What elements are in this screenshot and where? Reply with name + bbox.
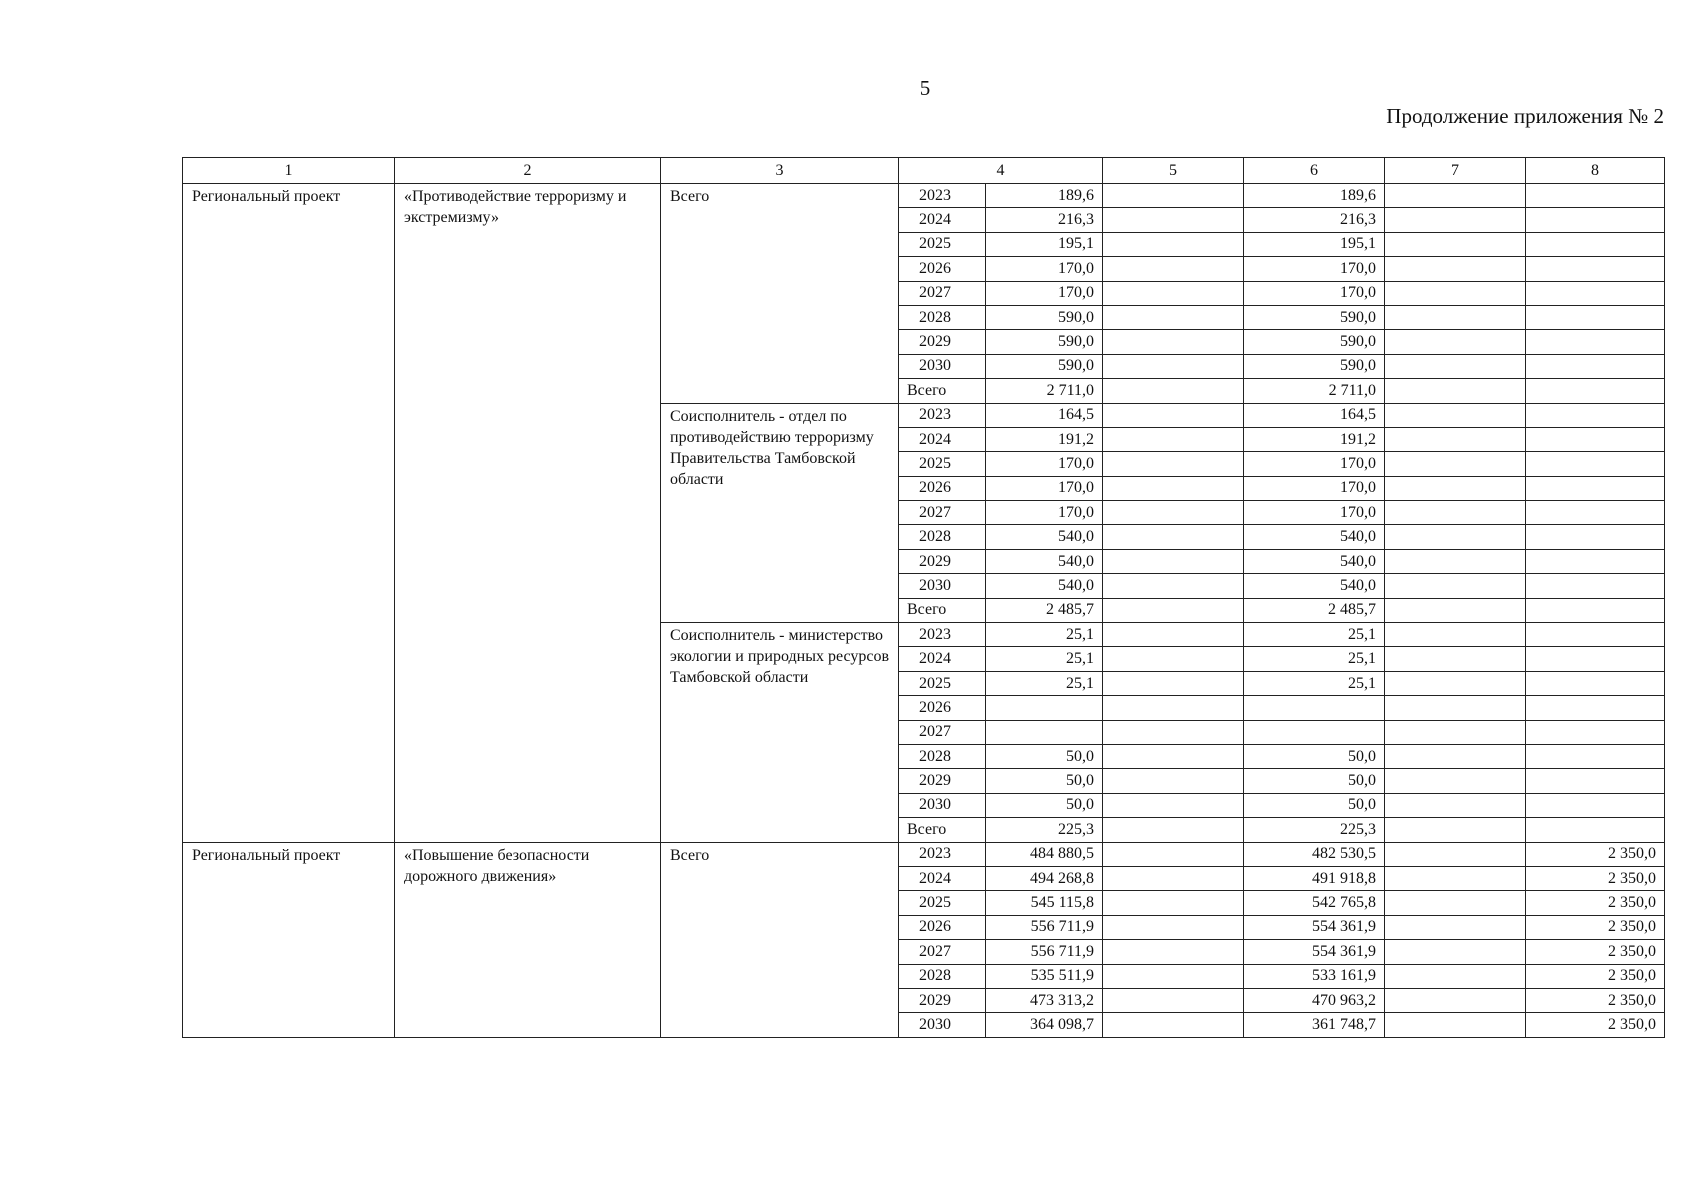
col8-cell — [1526, 598, 1665, 622]
project-name-cell: «Повышение безопасности дорожного движения» — [395, 842, 661, 1037]
header-cell-4: 4 — [899, 158, 1103, 184]
year-cell: 2027 — [899, 940, 986, 964]
col8-cell — [1526, 549, 1665, 573]
col5-cell — [1103, 574, 1244, 598]
executor-cell: Соисполнитель - отдел по противодействию терроризму Правительства Тамбовской области — [661, 403, 899, 623]
col7-cell — [1385, 744, 1526, 768]
col6-cell — [1244, 696, 1385, 720]
col5-cell — [1103, 818, 1244, 842]
header-cell-5: 5 — [1103, 158, 1244, 184]
col8-cell: 2 350,0 — [1526, 940, 1665, 964]
total-cell — [986, 696, 1103, 720]
col7-cell — [1385, 842, 1526, 866]
col6-cell: 2 485,7 — [1244, 598, 1385, 622]
col5-cell — [1103, 281, 1244, 305]
col7-cell — [1385, 549, 1526, 573]
total-cell: 225,3 — [986, 818, 1103, 842]
total-cell: 216,3 — [986, 208, 1103, 232]
total-cell — [986, 720, 1103, 744]
col7-cell — [1385, 403, 1526, 427]
year-cell: 2026 — [899, 257, 986, 281]
col6-cell: 540,0 — [1244, 549, 1385, 573]
col6-cell: 216,3 — [1244, 208, 1385, 232]
col8-cell — [1526, 330, 1665, 354]
col8-cell — [1526, 305, 1665, 329]
col5-cell — [1103, 793, 1244, 817]
col6-cell: 50,0 — [1244, 769, 1385, 793]
col8-cell — [1526, 696, 1665, 720]
total-cell: 2 711,0 — [986, 379, 1103, 403]
col6-cell: 542 765,8 — [1244, 891, 1385, 915]
col5-cell — [1103, 769, 1244, 793]
year-cell: 2024 — [899, 647, 986, 671]
col5-cell — [1103, 598, 1244, 622]
col8-cell — [1526, 525, 1665, 549]
col7-cell — [1385, 866, 1526, 890]
col5-cell — [1103, 891, 1244, 915]
col8-cell: 2 350,0 — [1526, 842, 1665, 866]
year-cell: 2027 — [899, 720, 986, 744]
col5-cell — [1103, 354, 1244, 378]
col7-cell — [1385, 501, 1526, 525]
col5-cell — [1103, 696, 1244, 720]
col7-cell — [1385, 379, 1526, 403]
col5-cell — [1103, 671, 1244, 695]
col6-cell: 191,2 — [1244, 427, 1385, 451]
col7-cell — [1385, 891, 1526, 915]
col8-cell — [1526, 647, 1665, 671]
col6-cell: 50,0 — [1244, 793, 1385, 817]
col7-cell — [1385, 232, 1526, 256]
col8-cell — [1526, 427, 1665, 451]
col8-cell — [1526, 257, 1665, 281]
year-cell: 2028 — [899, 305, 986, 329]
col6-cell: 50,0 — [1244, 744, 1385, 768]
col5-cell — [1103, 549, 1244, 573]
year-cell: 2025 — [899, 671, 986, 695]
year-cell: 2026 — [899, 696, 986, 720]
col6-cell: 2 711,0 — [1244, 379, 1385, 403]
total-cell: 25,1 — [986, 623, 1103, 647]
total-cell: 590,0 — [986, 305, 1103, 329]
col6-cell: 554 361,9 — [1244, 940, 1385, 964]
year-cell: 2023 — [899, 403, 986, 427]
col7-cell — [1385, 525, 1526, 549]
executor-cell: Всего — [661, 184, 899, 404]
col5-cell — [1103, 330, 1244, 354]
col7-cell — [1385, 598, 1526, 622]
col5-cell — [1103, 940, 1244, 964]
col8-cell — [1526, 769, 1665, 793]
col7-cell — [1385, 647, 1526, 671]
year-cell: 2025 — [899, 891, 986, 915]
col6-cell: 25,1 — [1244, 671, 1385, 695]
col5-cell — [1103, 476, 1244, 500]
col7-cell — [1385, 769, 1526, 793]
col7-cell — [1385, 257, 1526, 281]
col6-cell: 540,0 — [1244, 574, 1385, 598]
header-cell-3: 3 — [661, 158, 899, 184]
col6-cell: 164,5 — [1244, 403, 1385, 427]
table-row — [183, 184, 1665, 208]
col7-cell — [1385, 793, 1526, 817]
table-row — [183, 842, 1665, 866]
year-cell: 2024 — [899, 208, 986, 232]
col7-cell — [1385, 696, 1526, 720]
col6-cell: 189,6 — [1244, 184, 1385, 208]
executor-cell: Соисполнитель - министерство экологии и природных ресурсов Тамбовской области — [661, 623, 899, 843]
total-cell: 25,1 — [986, 671, 1103, 695]
col6-cell — [1244, 720, 1385, 744]
total-cell: 50,0 — [986, 769, 1103, 793]
year-cell: 2023 — [899, 842, 986, 866]
total-cell: 50,0 — [986, 744, 1103, 768]
col6-cell: 590,0 — [1244, 354, 1385, 378]
total-cell: 195,1 — [986, 232, 1103, 256]
year-cell: 2024 — [899, 866, 986, 890]
col6-cell: 25,1 — [1244, 647, 1385, 671]
col6-cell: 170,0 — [1244, 257, 1385, 281]
col7-cell — [1385, 940, 1526, 964]
col5-cell — [1103, 403, 1244, 427]
header-cell-6: 6 — [1244, 158, 1385, 184]
year-cell: 2026 — [899, 915, 986, 939]
col7-cell — [1385, 915, 1526, 939]
col8-cell — [1526, 744, 1665, 768]
total-cell: 494 268,8 — [986, 866, 1103, 890]
col5-cell — [1103, 232, 1244, 256]
header-cell-2: 2 — [395, 158, 661, 184]
year-cell: 2029 — [899, 988, 986, 1012]
total-cell: 170,0 — [986, 281, 1103, 305]
col7-cell — [1385, 330, 1526, 354]
year-cell: 2026 — [899, 476, 986, 500]
col5-cell — [1103, 184, 1244, 208]
col5-cell — [1103, 964, 1244, 988]
year-cell: Всего — [899, 598, 986, 622]
total-cell: 191,2 — [986, 427, 1103, 451]
col5-cell — [1103, 988, 1244, 1012]
col6-cell: 170,0 — [1244, 281, 1385, 305]
year-cell: 2029 — [899, 549, 986, 573]
col8-cell — [1526, 379, 1665, 403]
col8-cell — [1526, 452, 1665, 476]
col5-cell — [1103, 452, 1244, 476]
year-cell: 2029 — [899, 769, 986, 793]
col6-cell: 170,0 — [1244, 476, 1385, 500]
col6-cell: 491 918,8 — [1244, 866, 1385, 890]
year-cell: 2028 — [899, 744, 986, 768]
col6-cell: 590,0 — [1244, 305, 1385, 329]
year-cell: 2030 — [899, 1013, 986, 1037]
total-cell: 170,0 — [986, 476, 1103, 500]
header-row — [183, 158, 1665, 184]
page-number: 5 — [919, 76, 931, 100]
total-cell: 170,0 — [986, 257, 1103, 281]
col7-cell — [1385, 671, 1526, 695]
col8-cell — [1526, 671, 1665, 695]
total-cell: 170,0 — [986, 501, 1103, 525]
executor-cell: Всего — [661, 842, 899, 1037]
total-cell: 170,0 — [986, 452, 1103, 476]
total-cell: 484 880,5 — [986, 842, 1103, 866]
col8-cell — [1526, 184, 1665, 208]
col6-cell: 170,0 — [1244, 501, 1385, 525]
col8-cell: 2 350,0 — [1526, 964, 1665, 988]
col7-cell — [1385, 184, 1526, 208]
col8-cell: 2 350,0 — [1526, 866, 1665, 890]
col5-cell — [1103, 720, 1244, 744]
total-cell: 540,0 — [986, 525, 1103, 549]
year-cell: 2029 — [899, 330, 986, 354]
header-cell-8: 8 — [1526, 158, 1665, 184]
header-cell-1: 1 — [183, 158, 395, 184]
year-cell: 2024 — [899, 427, 986, 451]
col5-cell — [1103, 257, 1244, 281]
col5-cell — [1103, 501, 1244, 525]
col5-cell — [1103, 623, 1244, 647]
appendix-note: Продолжение приложения № 2 — [1386, 104, 1664, 128]
total-cell: 25,1 — [986, 647, 1103, 671]
total-cell: 540,0 — [986, 549, 1103, 573]
year-cell: 2023 — [899, 623, 986, 647]
year-cell: 2027 — [899, 501, 986, 525]
col8-cell — [1526, 793, 1665, 817]
year-cell: 2027 — [899, 281, 986, 305]
total-cell: 164,5 — [986, 403, 1103, 427]
col5-cell — [1103, 305, 1244, 329]
total-cell: 2 485,7 — [986, 598, 1103, 622]
total-cell: 545 115,8 — [986, 891, 1103, 915]
col5-cell — [1103, 427, 1244, 451]
col8-cell — [1526, 403, 1665, 427]
col5-cell — [1103, 915, 1244, 939]
col7-cell — [1385, 1013, 1526, 1037]
col7-cell — [1385, 427, 1526, 451]
col8-cell: 2 350,0 — [1526, 1013, 1665, 1037]
col7-cell — [1385, 574, 1526, 598]
col8-cell — [1526, 574, 1665, 598]
col5-cell — [1103, 744, 1244, 768]
header-cell-7: 7 — [1385, 158, 1526, 184]
col6-cell: 482 530,5 — [1244, 842, 1385, 866]
year-cell: 2028 — [899, 964, 986, 988]
col6-cell: 225,3 — [1244, 818, 1385, 842]
col7-cell — [1385, 305, 1526, 329]
col8-cell — [1526, 476, 1665, 500]
year-cell: 2030 — [899, 354, 986, 378]
year-cell: 2030 — [899, 793, 986, 817]
col6-cell: 195,1 — [1244, 232, 1385, 256]
project-name-cell: «Противодействие терроризму и экстремизму» — [395, 184, 661, 843]
col7-cell — [1385, 452, 1526, 476]
funding-table — [182, 157, 1665, 1038]
total-cell: 473 313,2 — [986, 988, 1103, 1012]
col8-cell: 2 350,0 — [1526, 988, 1665, 1012]
col6-cell: 470 963,2 — [1244, 988, 1385, 1012]
col6-cell: 25,1 — [1244, 623, 1385, 647]
col8-cell: 2 350,0 — [1526, 915, 1665, 939]
col8-cell — [1526, 354, 1665, 378]
year-cell: 2023 — [899, 184, 986, 208]
col7-cell — [1385, 964, 1526, 988]
total-cell: 535 511,9 — [986, 964, 1103, 988]
total-cell: 590,0 — [986, 354, 1103, 378]
year-cell: 2030 — [899, 574, 986, 598]
col7-cell — [1385, 720, 1526, 744]
year-cell: 2025 — [899, 452, 986, 476]
col8-cell: 2 350,0 — [1526, 891, 1665, 915]
col7-cell — [1385, 623, 1526, 647]
col5-cell — [1103, 1013, 1244, 1037]
col8-cell — [1526, 501, 1665, 525]
col8-cell — [1526, 623, 1665, 647]
col6-cell: 533 161,9 — [1244, 964, 1385, 988]
col6-cell: 170,0 — [1244, 452, 1385, 476]
year-cell: Всего — [899, 818, 986, 842]
col7-cell — [1385, 208, 1526, 232]
col8-cell — [1526, 281, 1665, 305]
col6-cell: 590,0 — [1244, 330, 1385, 354]
col8-cell — [1526, 720, 1665, 744]
table-body — [183, 158, 1665, 1038]
project-type-cell: Региональный проект — [183, 842, 395, 1037]
year-cell: Всего — [899, 379, 986, 403]
col6-cell: 554 361,9 — [1244, 915, 1385, 939]
col8-cell — [1526, 818, 1665, 842]
year-cell: 2028 — [899, 525, 986, 549]
col6-cell: 361 748,7 — [1244, 1013, 1385, 1037]
col5-cell — [1103, 842, 1244, 866]
total-cell: 556 711,9 — [986, 915, 1103, 939]
total-cell: 364 098,7 — [986, 1013, 1103, 1037]
col5-cell — [1103, 525, 1244, 549]
col8-cell — [1526, 208, 1665, 232]
total-cell: 50,0 — [986, 793, 1103, 817]
col7-cell — [1385, 988, 1526, 1012]
col5-cell — [1103, 866, 1244, 890]
col7-cell — [1385, 354, 1526, 378]
col8-cell — [1526, 232, 1665, 256]
col7-cell — [1385, 281, 1526, 305]
total-cell: 189,6 — [986, 184, 1103, 208]
project-type-cell: Региональный проект — [183, 184, 395, 843]
col6-cell: 540,0 — [1244, 525, 1385, 549]
total-cell: 556 711,9 — [986, 940, 1103, 964]
col7-cell — [1385, 476, 1526, 500]
col5-cell — [1103, 208, 1244, 232]
col7-cell — [1385, 818, 1526, 842]
total-cell: 540,0 — [986, 574, 1103, 598]
col5-cell — [1103, 379, 1244, 403]
col5-cell — [1103, 647, 1244, 671]
total-cell: 590,0 — [986, 330, 1103, 354]
year-cell: 2025 — [899, 232, 986, 256]
